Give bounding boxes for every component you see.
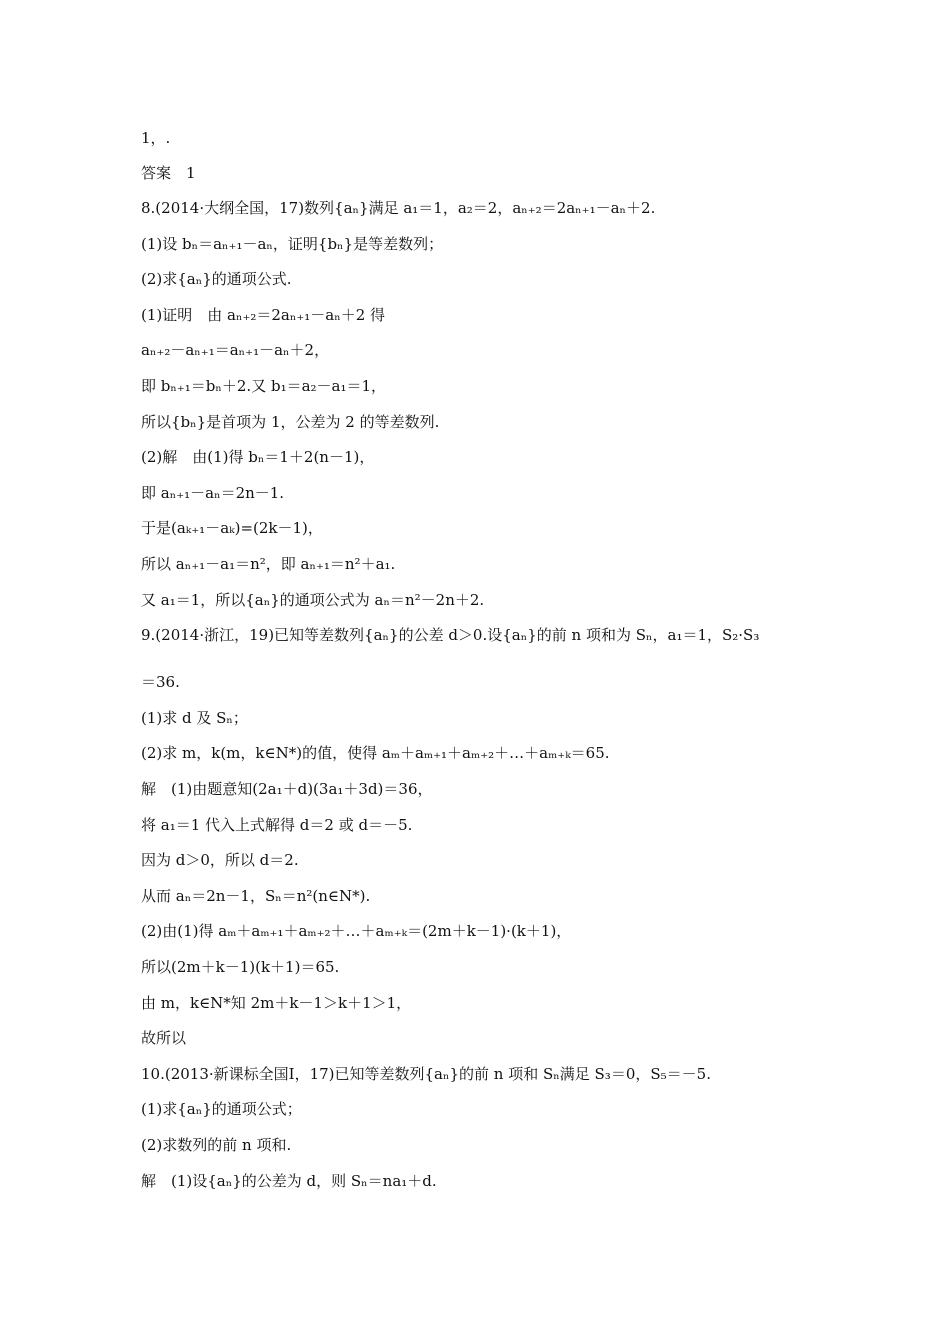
problem-9-statement: 9.(2014·浙江，19)已知等差数列{aₙ}的公差 d＞0.设{aₙ}的前 n 项和为 Sₙ，a₁＝1，S₂·S₃: [141, 626, 760, 644]
solution-line: 所以 aₙ₊₁－a₁＝n²，即 aₙ₊₁＝n²＋a₁.: [141, 555, 396, 573]
solution-line: (2)解 由(1)得 bₙ＝1＋2(n－1)，: [141, 448, 375, 466]
solution-line: 因为 d＞0，所以 d＝2.: [141, 851, 299, 869]
problem-9-statement-cont: ＝36.: [141, 673, 180, 691]
solution-line: 即 bₙ₊₁＝bₙ＋2.又 b₁＝a₂－a₁＝1，: [141, 377, 387, 395]
solution-line: 又 a₁＝1，所以{aₙ}的通项公式为 aₙ＝n²－2n＋2.: [141, 591, 485, 609]
problem-8-statement: 8.(2014·大纲全国，17)数列{aₙ}满足 a₁＝1，a₂＝2，aₙ₊₂＝2aₙ₊₁－aₙ＋2.: [141, 199, 656, 217]
problem-8-part-2: (2)求{aₙ}的通项公式.: [141, 270, 292, 288]
solution-line: 即 aₙ₊₁－aₙ＝2n－1.: [141, 484, 285, 502]
solution-line: (2)由(1)得 aₘ＋aₘ₊₁＋aₘ₊₂＋…＋aₘ₊ₖ＝(2m＋k－1)·(k＋1)，: [141, 922, 572, 940]
problem-10-statement: 10.(2013·新课标全国Ⅰ，17)已知等差数列{aₙ}的前 n 项和 Sₙ满足 S₃＝0，S₅＝－5.: [141, 1065, 711, 1083]
solution-line: (1)证明 由 aₙ₊₂＝2aₙ₊₁－aₙ＋2 得: [141, 306, 386, 324]
solution-line: 故所以: [141, 1029, 187, 1047]
problem-10-part-2: (2)求数列的前 n 项和.: [141, 1136, 292, 1154]
text-line: 1，.: [141, 129, 171, 147]
solution-line: 从而 aₙ＝2n－1，Sₙ＝n²(n∈N*).: [141, 887, 371, 905]
solution-line: 由 m，k∈N*知 2m＋k－1＞k＋1＞1，: [141, 994, 412, 1012]
solution-line: 所以(2m＋k－1)(k＋1)＝65.: [141, 958, 340, 976]
problem-9-part-2: (2)求 m，k(m，k∈N*)的值，使得 aₘ＋aₘ₊₁＋aₘ₊₂＋…＋aₘ₊ₖ＝65.: [141, 744, 610, 762]
solution-line: 解 (1)设{aₙ}的公差为 d，则 Sₙ＝na₁＋d.: [141, 1172, 437, 1190]
solution-line: 所以{bₙ}是首项为 1，公差为 2 的等差数列.: [141, 413, 440, 431]
solution-line: 解 (1)由题意知(2a₁＋d)(3a₁＋3d)＝36，: [141, 780, 433, 798]
problem-10-part-1: (1)求{aₙ}的通项公式；: [141, 1100, 302, 1118]
answer-line: 答案 1: [141, 164, 196, 182]
solution-line: 将 a₁＝1 代入上式解得 d＝2 或 d＝－5.: [141, 816, 413, 834]
problem-9-part-1: (1)求 d 及 Sₙ；: [141, 709, 248, 727]
problem-8-part-1: (1)设 bₙ＝aₙ₊₁－aₙ，证明{bₙ}是等差数列；: [141, 235, 444, 253]
solution-line: aₙ₊₂－aₙ₊₁＝aₙ₊₁－aₙ＋2，: [141, 341, 330, 359]
solution-line: 于是(aₖ₊₁－aₖ)=(2k－1)，: [141, 519, 323, 537]
